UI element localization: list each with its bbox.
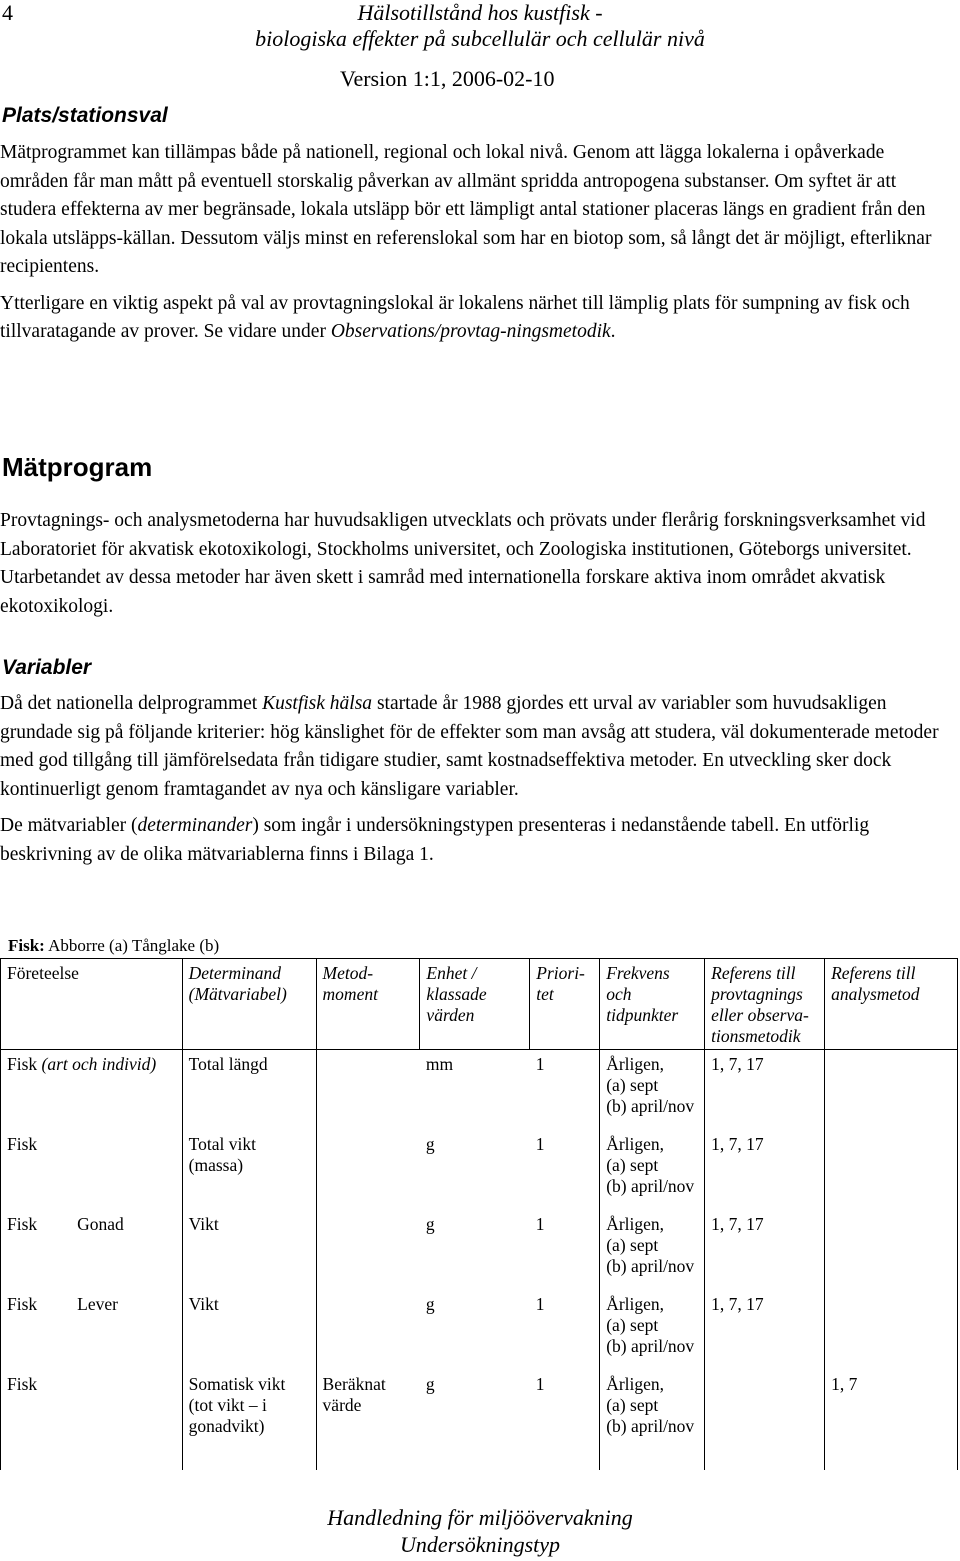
document-title-line-2: biologiska effekter på subcellulär och cellulär nivå (255, 26, 705, 51)
page-footer (170, 1504, 790, 1558)
cell-metod (316, 1050, 420, 1131)
cell-frekvens (600, 1050, 705, 1131)
text: (a) sept (606, 1315, 659, 1335)
section-matprogram (0, 507, 955, 621)
cell-frekvens (600, 1290, 705, 1370)
heading-plats-stationsval: Plats/stationsval (2, 104, 168, 127)
header-prioritet: Priori-tet (530, 959, 600, 1050)
cell-ref-analys (825, 1210, 958, 1290)
header-foreteelse: Företeelse (1, 959, 183, 1050)
paragraph (0, 812, 955, 869)
heading-variabler: Variabler (2, 656, 92, 679)
document-title (170, 0, 790, 52)
text: (a) sept (606, 1235, 659, 1255)
cell-foreteelse (1, 1050, 183, 1131)
paragraph: Provtagnings- och analysmetoderna har huvudsakligen utvecklats och prövats under flerårig forskningsverksamhet vid Laboratoriet för akvatisk ekotoxikologi, Stockholms universitet, och Zoologiska institutionen, Göteborgs universitet. Utarbetandet av dessa metoder har även skett i samråd med internationella forskare aktiva inom området akvatisk ekotoxikologi. (0, 510, 926, 617)
text: ) som ingår i undersökningstypen presenteras i nedanstående tabell. En utförlig beskrivning av de olika mätvariablerna finns i Bilaga 1. (0, 815, 870, 865)
text: Kustfisk hälsa (262, 693, 373, 714)
variables-table (0, 958, 958, 1470)
cell-enhet: g (425, 1374, 435, 1394)
text: (tot vikt – i (188, 1395, 267, 1415)
section-variabler (0, 690, 955, 869)
heading-matprogram: Mätprogram (2, 452, 153, 482)
text: (b) april/nov (606, 1256, 695, 1276)
paragraph (0, 290, 955, 347)
cell-determinand (182, 1130, 316, 1210)
cell-metod (316, 1290, 420, 1370)
text: startade år 1988 gjordes ett urval av variabler som huvudsakligen grundade sig på följande kriterier: hög känslighet för de effekter som man avsåg att studera, väl dokumenterade metoder med god tillgång till jämförelsedata från tidigare studier, samt kostnadseffektiva metoder. En utveckling sker dock kontinuerligt genom framtagandet av nya och känsligare variabler. (0, 693, 939, 800)
cell-determinand: Total längd (182, 1050, 316, 1131)
cell-ref-analys (825, 1050, 958, 1131)
text: Total vikt (188, 1134, 256, 1154)
cell-ref-analys (825, 1130, 958, 1210)
cell-determinand: Vikt (182, 1210, 316, 1290)
link-observations[interactable]: Observations/provtag-ningsmetodik (330, 321, 611, 342)
cell-ref-prov: 1, 7, 17 (705, 1050, 825, 1131)
header-determinand: Determinand (Mätvariabel) (182, 959, 316, 1050)
table-row (1, 1290, 958, 1370)
text: (a) sept (606, 1395, 659, 1415)
table-caption (8, 936, 219, 956)
text: Ytterligare en viktig aspekt på val av provtagningslokal är lokalens närhet till lämplig plats för sumpning av fisk och tillvaratagande av prover. Se vidare under (0, 292, 910, 342)
text: (b) april/nov (606, 1416, 695, 1436)
cell-ref-prov: 1, 7, 17 (705, 1210, 825, 1290)
cell-frekvens (600, 1370, 705, 1470)
cell-prioritet: 1 (535, 1134, 545, 1154)
text: Årligen, (606, 1134, 665, 1154)
footer-line-1: Handledning för miljöövervakning (327, 1505, 633, 1530)
text: Årligen, (606, 1294, 665, 1314)
text: (b) april/nov (606, 1096, 695, 1116)
paragraph: Mätprogrammet kan tillämpas både på nationell, regional och lokal nivå. Genom att lägga lokalerna i opåverkade områden får man mått på eventuell storskalig påverkan av allmänt spridda antropogena substanser. Om syftet är att studera effekterna av mer begränsade, lokala utsläpp bör ett lämpligt antal stationer placeras längs en gradient från den lokala utsläpps-källan. Dessutom väljs minst en referenslokal som har en biotop som, så långt det är möjligt, efterliknar recipientens. (0, 142, 932, 277)
cell-determinand: Vikt (182, 1290, 316, 1370)
table-header-row (1, 959, 958, 1050)
text: (a) sept (606, 1075, 659, 1095)
cell-ref-prov: 1, 7, 17 (705, 1290, 825, 1370)
document-title-line-1: Hälsotillstånd hos kustfisk - (357, 0, 603, 25)
text: Fisk (7, 1294, 38, 1314)
cell-metod (316, 1130, 420, 1210)
cell-determinand (182, 1370, 316, 1470)
cell-foreteelse: Fisk (1, 1130, 183, 1210)
footer-line-2: Undersökningstyp (399, 1532, 561, 1557)
cell-metod: Beräknat värde (316, 1370, 420, 1470)
text: (massa) (188, 1155, 244, 1175)
text: (b) april/nov (606, 1176, 695, 1196)
text: (b) april/nov (606, 1336, 695, 1356)
cell-prioritet: 1 (535, 1374, 545, 1394)
cell-enhet: g (425, 1134, 435, 1154)
text: Årligen, (606, 1214, 665, 1234)
text: Då det nationella delprogrammet (0, 693, 263, 714)
text: De mätvariabler ( (0, 815, 138, 836)
header-ref-prov: Referens till provtagnings eller observa-tionsmetodik (705, 959, 825, 1050)
table-row (1, 1130, 958, 1210)
cell-prioritet: 1 (535, 1294, 545, 1314)
text: Årligen, (606, 1374, 665, 1394)
cell-foreteelse: Fisk (1, 1370, 183, 1470)
header-enhet: Enhet / klassade värden (420, 959, 530, 1050)
cell-prioritet: 1 (535, 1054, 545, 1074)
cell-frekvens (600, 1210, 705, 1290)
text: (art och individ) (41, 1054, 157, 1074)
text: (a) sept (606, 1155, 659, 1175)
paragraph (0, 690, 955, 804)
header-frekvens: Frekvens och tidpunkter (600, 959, 705, 1050)
caption-label: Fisk: (8, 936, 45, 955)
page-number: 4 (2, 0, 13, 25)
cell-enhet: mm (425, 1054, 454, 1074)
cell-foreteelse (1, 1210, 183, 1290)
cell-ref-prov (705, 1370, 825, 1470)
caption-text: Abborre (a) Tånglake (b) (44, 936, 220, 955)
cell-enhet: g (425, 1294, 435, 1314)
header-ref-analys: Referens till analysmetod (825, 959, 958, 1050)
text: Årligen, (606, 1054, 665, 1074)
table-row (1, 1370, 958, 1470)
text: Fisk (7, 1214, 38, 1234)
text: gonadvikt) (188, 1416, 265, 1436)
table-row (1, 1210, 958, 1290)
cell-ref-analys: 1, 7 (825, 1370, 958, 1470)
text: Fisk (7, 1054, 38, 1074)
text: Gonad (77, 1214, 124, 1234)
text: Lever (77, 1294, 118, 1314)
text: . (610, 321, 616, 342)
cell-enhet: g (425, 1214, 435, 1234)
cell-ref-prov: 1, 7, 17 (705, 1130, 825, 1210)
cell-frekvens (600, 1130, 705, 1210)
cell-metod (316, 1210, 420, 1290)
cell-ref-analys (825, 1290, 958, 1370)
section-plats (0, 139, 955, 347)
text: determinander (137, 815, 253, 836)
table-row (1, 1050, 958, 1131)
cell-foreteelse (1, 1290, 183, 1370)
header-metod: Metod-moment (316, 959, 420, 1050)
text: Somatisk vikt (188, 1374, 286, 1394)
document-version: Version 1:1, 2006-02-10 (340, 66, 555, 91)
cell-prioritet: 1 (535, 1214, 545, 1234)
